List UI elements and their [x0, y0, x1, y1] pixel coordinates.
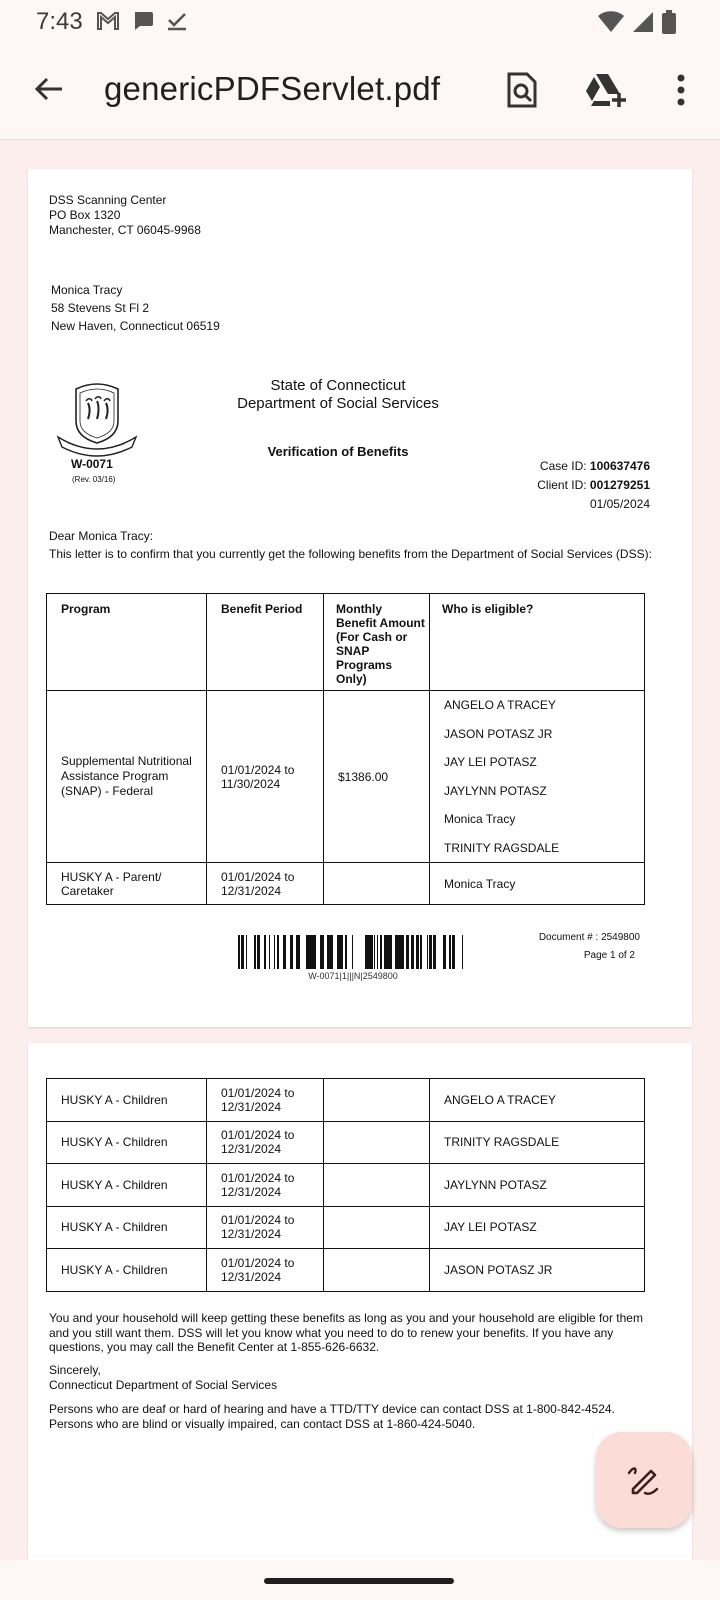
- save-to-drive-button[interactable]: [582, 66, 630, 114]
- barcode-bar: [264, 935, 266, 969]
- document-number: Document # : 2549800: [538, 932, 640, 943]
- wifi-icon: [598, 11, 624, 33]
- table-row: [47, 1249, 645, 1292]
- barcode-bar: [238, 935, 240, 969]
- cell-period: 01/01/2024 to 12/31/2024: [207, 1164, 324, 1207]
- chat-icon: [132, 10, 154, 32]
- cell-amount: [324, 1164, 430, 1207]
- table-row: [47, 1079, 645, 1122]
- table-row: [47, 691, 645, 863]
- barcode-bar: [406, 935, 409, 969]
- accessibility-info: Persons who are deaf or hard of hearing and have a TTD/TTY device can contact DSS at 1-800-842-4524. Persons who are blind or visually impaired, can contact DSS at 1-860-424-5040.: [49, 1402, 615, 1431]
- barcode-text: W-0071|1|||N|2549800: [308, 971, 398, 981]
- cell-who: JAY LEI POTASZ: [430, 1206, 645, 1249]
- page-label: Page 1 of 2: [583, 950, 635, 961]
- barcode-bar: [366, 935, 368, 969]
- eligible-person: TRINITY RAGSDALE: [444, 840, 560, 855]
- barcode-bar: [274, 935, 275, 969]
- form-revision: (Rev. 03/16): [72, 475, 116, 484]
- benefits-table: [46, 593, 645, 905]
- cell-amount: [324, 1079, 430, 1122]
- connecticut-seal-icon: [54, 381, 140, 457]
- search-in-document-icon: [506, 72, 538, 108]
- save-to-drive-icon: [585, 73, 627, 107]
- barcode-bar: [296, 935, 298, 969]
- cell-period: 01/01/2024 to 11/30/2024: [207, 691, 324, 863]
- barcode-bar: [449, 935, 451, 969]
- barcode-bar: [257, 935, 260, 969]
- barcode-bar: [443, 935, 446, 969]
- annotate-button[interactable]: [596, 1432, 692, 1528]
- barcode-bar: [411, 935, 414, 969]
- cell-program: HUSKY A - Children: [47, 1206, 207, 1249]
- barcode-bar: [370, 935, 373, 969]
- table-row: [47, 1206, 645, 1249]
- barcode-bar: [368, 935, 370, 969]
- barcode-bar: [352, 935, 353, 969]
- barcode-bar: [462, 935, 463, 969]
- barcode-bar: [246, 935, 247, 969]
- barcode-bar: [310, 935, 313, 969]
- navigation-bar: [0, 1560, 720, 1600]
- gmail-icon: [96, 11, 120, 31]
- document-barcode: [238, 935, 468, 969]
- barcode-bar: [374, 935, 375, 969]
- barcode-bar: [452, 935, 453, 969]
- cell-amount: [324, 1206, 430, 1249]
- barcode-bar: [420, 935, 422, 969]
- barcode-bar: [435, 935, 436, 969]
- cell-period: 01/01/2024 to 12/31/2024: [207, 1206, 324, 1249]
- barcode-bar: [416, 935, 419, 969]
- pdf-viewer[interactable]: [0, 141, 720, 1560]
- cell-who: ANGELO A TRACEY: [430, 1079, 645, 1122]
- barcode-bar: [395, 935, 397, 969]
- letter-date: 01/05/2024: [589, 497, 650, 511]
- header-amount: Monthly Benefit Amount (For Cash or SNAP Programs Only): [324, 594, 430, 691]
- annotate-pen-icon: [627, 1463, 661, 1497]
- barcode-bar: [323, 935, 324, 969]
- cell-amount: [324, 1121, 430, 1164]
- cell-program: Supplemental Nutritional Assistance Program (SNAP) - Federal: [47, 691, 207, 863]
- signal-icon: [632, 11, 654, 33]
- barcode-bar: [254, 935, 256, 969]
- barcode-bar: [384, 935, 385, 969]
- barcode-bar: [320, 935, 323, 969]
- case-details: Case ID: 100637476 Client ID: 001279251 01/05/2024: [537, 457, 650, 514]
- pdf-page-2: [28, 1043, 692, 1560]
- barcode-bar: [307, 935, 310, 969]
- greeting: Dear Monica Tracy:: [49, 529, 154, 543]
- table-row: [47, 1121, 645, 1164]
- table-row: [47, 863, 645, 905]
- barcode-bar: [277, 935, 278, 969]
- cell-amount: $1386.00: [324, 691, 430, 863]
- cell-amount: [324, 1249, 430, 1292]
- barcode-bar: [269, 935, 270, 969]
- barcode-bar: [342, 935, 343, 969]
- barcode-bar: [397, 935, 400, 969]
- header-who: Who is eligible?: [430, 594, 645, 691]
- barcode-bar: [402, 935, 404, 969]
- sender-address: DSS Scanning Center PO Box 1320 Manchester, CT 06045-9968: [49, 193, 201, 237]
- home-gesture-handle[interactable]: [264, 1578, 454, 1584]
- recipient-address: Monica Tracy 58 Stevens St Fl 2 New Haven, Connecticut 06519: [51, 283, 220, 333]
- cell-program: HUSKY A - Children: [47, 1079, 207, 1122]
- barcode-bar: [429, 935, 432, 969]
- pdf-page-1: [28, 169, 692, 1027]
- download-done-icon: [166, 10, 188, 32]
- barcode-bar: [241, 935, 243, 969]
- barcode-bar: [433, 935, 434, 969]
- eligible-person: JAY LEI POTASZ: [444, 755, 537, 769]
- barcode-bar: [330, 935, 332, 969]
- case-id: 100637476: [589, 459, 650, 473]
- arrow-back-icon: [33, 73, 65, 105]
- battery-icon: [662, 10, 676, 34]
- barcode-bar: [332, 935, 333, 969]
- back-button[interactable]: [28, 68, 70, 110]
- cell-who: TRINITY RAGSDALE: [430, 1121, 645, 1164]
- cell-who: Monica Tracy: [430, 863, 645, 905]
- more-options-button[interactable]: [657, 66, 705, 114]
- app-bar: [0, 42, 720, 140]
- barcode-bar: [427, 935, 428, 969]
- barcode-bar: [327, 935, 328, 969]
- barcode-bar: [283, 935, 286, 969]
- benefits-table-continued: [46, 1078, 645, 1292]
- client-id: 001279251: [589, 478, 650, 492]
- eligible-person: JAYLYNN POTASZ: [444, 783, 547, 798]
- cell-program: HUSKY A - Children: [47, 1249, 207, 1292]
- header-program: Program: [47, 594, 207, 691]
- cell-period: 01/01/2024 to 12/31/2024: [207, 1079, 324, 1122]
- cell-who: JAYLYNN POTASZ: [430, 1164, 645, 1207]
- document-title: Verification of Benefits: [267, 444, 409, 459]
- page-footer-info: [539, 929, 640, 965]
- barcode-bar: [278, 935, 279, 969]
- eligible-person: Monica Tracy: [444, 812, 516, 826]
- barcode-bar: [290, 935, 293, 969]
- barcode-bar: [387, 935, 390, 969]
- eligible-list: [444, 691, 636, 862]
- agency-heading: State of Connecticut Department of Social Services: [237, 377, 439, 412]
- barcode-bar: [380, 935, 382, 969]
- barcode-bar: [385, 935, 387, 969]
- status-bar: [0, 0, 720, 42]
- cell-who: JASON POTASZ JR: [430, 1249, 645, 1292]
- form-id: W-0071: [71, 457, 113, 471]
- cell-program: HUSKY A - Children: [47, 1121, 207, 1164]
- cell-program: HUSKY A - Parent/ Caretaker: [47, 863, 207, 905]
- barcode-bar: [400, 935, 402, 969]
- cell-amount: [324, 863, 430, 905]
- barcode-bar: [390, 935, 392, 969]
- more-options-icon: [676, 74, 686, 106]
- cell-period: 01/01/2024 to 12/31/2024: [207, 1249, 324, 1292]
- table-row: [47, 1164, 645, 1207]
- table-header-row: [47, 594, 645, 691]
- cell-who: [430, 691, 645, 863]
- barcode-bar: [345, 935, 347, 969]
- barcode-bar: [306, 935, 307, 969]
- closing-paragraph: You and your household will keep getting these benefits as long as you and your household are eligible for them and you still want them. DSS will let you know what you need to do to renew your benefits. If you have any questions, you may call the Benefit Center at 1-855-626-6632.: [49, 1311, 643, 1354]
- cell-period: 01/01/2024 to 12/31/2024: [207, 863, 324, 905]
- barcode-bar: [298, 935, 300, 969]
- barcode-bar: [377, 935, 378, 969]
- cell-program: HUSKY A - Children: [47, 1164, 207, 1207]
- header-period: Benefit Period: [207, 594, 324, 691]
- file-title: genericPDFServlet.pdf: [104, 70, 441, 107]
- barcode-bar: [337, 935, 340, 969]
- status-time: 7:43: [36, 8, 83, 35]
- cell-period: 01/01/2024 to 12/31/2024: [207, 1121, 324, 1164]
- barcode-bar: [328, 935, 330, 969]
- find-in-document-button[interactable]: [498, 66, 546, 114]
- barcode-bar: [434, 935, 435, 969]
- barcode-bar: [313, 935, 316, 969]
- barcode-bar: [453, 935, 455, 969]
- intro-text: This letter is to confirm that you currently get the following benefits from the Department of Social Services (DSS):: [49, 547, 652, 561]
- barcode-bar: [243, 935, 244, 969]
- eligible-person: ANGELO A TRACEY: [444, 698, 556, 712]
- eligible-person: JASON POTASZ JR: [444, 726, 553, 741]
- signature-block: Sincerely, Connecticut Department of Social Services: [49, 1363, 278, 1392]
- barcode-bar: [365, 935, 366, 969]
- barcode-bar: [340, 935, 342, 969]
